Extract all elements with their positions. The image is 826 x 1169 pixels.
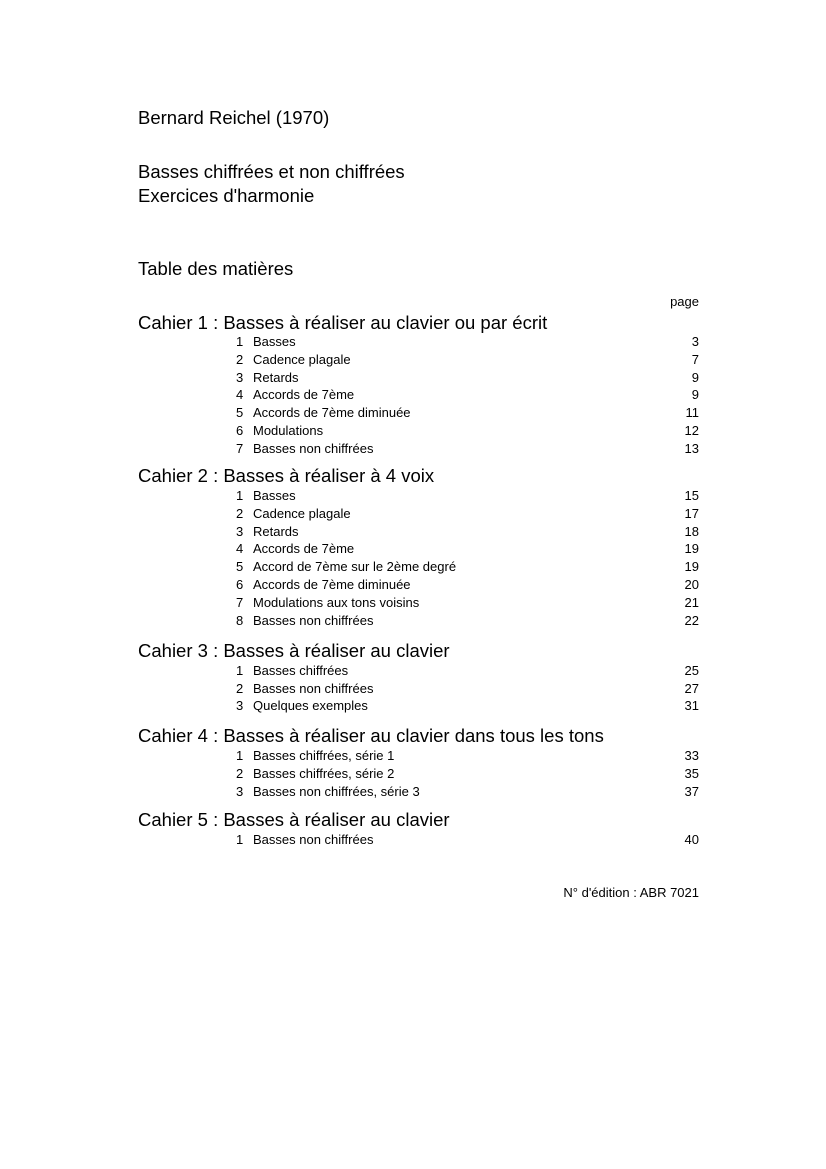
entry-number: 6 bbox=[236, 423, 244, 438]
toc-heading: Table des matières bbox=[138, 258, 294, 279]
entry-page-number: 21 bbox=[684, 594, 699, 610]
entry-page-number: 12 bbox=[684, 423, 699, 438]
edition-number: N° d'édition : ABR 7021 bbox=[563, 885, 699, 900]
entry-page-number: 17 bbox=[684, 505, 699, 521]
cahier-heading: Cahier 1 : Basses à réaliser au clavier ou par écrit bbox=[138, 312, 548, 333]
entry-page-number: 31 bbox=[684, 698, 699, 713]
toc-entry bbox=[0, 832, 826, 850]
toc-entry bbox=[0, 524, 826, 542]
toc-entry bbox=[0, 698, 826, 716]
entry-page-number: 40 bbox=[684, 832, 699, 847]
toc-entry bbox=[0, 488, 826, 506]
toc-entry bbox=[0, 541, 826, 559]
entry-page-number: 27 bbox=[684, 680, 699, 696]
toc-entry bbox=[0, 766, 826, 784]
entry-page-number: 20 bbox=[684, 577, 699, 592]
entry-number: 3 bbox=[236, 783, 244, 799]
toc-entry bbox=[0, 748, 826, 766]
page-column-header: page bbox=[670, 294, 699, 309]
entry-number: 6 bbox=[236, 577, 244, 592]
entry-number: 1 bbox=[236, 488, 244, 503]
author-line: Bernard Reichel (1970) bbox=[138, 107, 330, 128]
entry-number: 7 bbox=[236, 440, 244, 456]
toc-entry bbox=[0, 506, 826, 524]
entry-title: Modulations bbox=[253, 423, 324, 438]
entry-number: 2 bbox=[236, 351, 244, 367]
entry-number: 2 bbox=[236, 505, 244, 521]
entry-number: 1 bbox=[236, 832, 244, 847]
entry-page-number: 7 bbox=[691, 351, 699, 367]
entry-page-number: 22 bbox=[684, 612, 699, 628]
entry-title: Basses non chiffrées bbox=[253, 440, 374, 456]
toc-entry bbox=[0, 441, 826, 459]
entry-title: Cadence plagale bbox=[253, 351, 351, 367]
cahier-heading: Cahier 3 : Basses à réaliser au clavier bbox=[138, 640, 450, 661]
entry-number: 4 bbox=[236, 387, 244, 403]
entry-title: Quelques exemples bbox=[253, 698, 368, 713]
entry-title: Basses non chiffrées bbox=[253, 832, 374, 847]
entry-title: Accords de 7ème diminuée bbox=[253, 405, 411, 421]
toc-entry bbox=[0, 387, 826, 405]
toc-entry bbox=[0, 370, 826, 388]
entry-number: 1 bbox=[236, 663, 244, 678]
toc-entry bbox=[0, 423, 826, 441]
entry-page-number: 3 bbox=[691, 334, 699, 349]
cahier-heading: Cahier 5 : Basses à réaliser au clavier bbox=[138, 809, 450, 830]
entry-number: 8 bbox=[236, 612, 244, 628]
document-title: Basses chiffrées et non chiffrées bbox=[138, 161, 405, 182]
document-subtitle: Exercices d'harmonie bbox=[138, 185, 315, 206]
entry-number: 4 bbox=[236, 541, 244, 557]
toc-entry bbox=[0, 577, 826, 595]
toc-entry bbox=[0, 784, 826, 802]
entry-page-number: 25 bbox=[684, 663, 699, 678]
entry-number: 3 bbox=[236, 369, 244, 385]
entry-number: 5 bbox=[236, 405, 244, 421]
entry-number: 1 bbox=[236, 748, 244, 763]
entry-title: Accords de 7ème diminuée bbox=[253, 577, 411, 592]
toc-entry bbox=[0, 613, 826, 631]
toc-entry bbox=[0, 595, 826, 613]
entry-title: Basses chiffrées, série 1 bbox=[253, 748, 395, 763]
toc-entry bbox=[0, 681, 826, 699]
entry-page-number: 15 bbox=[684, 488, 699, 503]
entry-title: Basses chiffrées, série 2 bbox=[253, 765, 395, 781]
entry-title: Basses chiffrées bbox=[253, 663, 349, 678]
entry-title: Basses non chiffrées bbox=[253, 612, 374, 628]
entry-page-number: 19 bbox=[684, 559, 699, 575]
entry-title: Accords de 7ème bbox=[253, 387, 355, 403]
entry-title: Basses non chiffrées, série 3 bbox=[253, 783, 420, 799]
entry-title: Basses bbox=[253, 488, 296, 503]
entry-title: Accords de 7ème bbox=[253, 541, 355, 557]
entry-page-number: 33 bbox=[684, 748, 699, 763]
entry-page-number: 37 bbox=[684, 783, 699, 799]
cahier-heading: Cahier 2 : Basses à réaliser à 4 voix bbox=[138, 465, 435, 486]
entry-title: Cadence plagale bbox=[253, 505, 351, 521]
entry-page-number: 11 bbox=[685, 405, 699, 421]
entry-number: 3 bbox=[236, 523, 244, 539]
entry-page-number: 35 bbox=[684, 765, 699, 781]
entry-title: Retards bbox=[253, 523, 299, 539]
entry-number: 1 bbox=[236, 334, 244, 349]
entry-number: 2 bbox=[236, 680, 244, 696]
entry-page-number: 9 bbox=[691, 369, 699, 385]
entry-number: 5 bbox=[236, 559, 244, 575]
entry-title: Basses non chiffrées bbox=[253, 680, 374, 696]
entry-page-number: 18 bbox=[684, 523, 699, 539]
cahier-heading: Cahier 4 : Basses à réaliser au clavier dans tous les tons bbox=[138, 725, 604, 746]
toc-entry bbox=[0, 334, 826, 352]
entry-number: 7 bbox=[236, 594, 244, 610]
toc-entry bbox=[0, 405, 826, 423]
entry-number: 3 bbox=[236, 698, 244, 713]
entry-page-number: 19 bbox=[684, 541, 699, 557]
entry-page-number: 13 bbox=[684, 440, 699, 456]
toc-entry bbox=[0, 559, 826, 577]
toc-entry bbox=[0, 352, 826, 370]
entry-title: Modulations aux tons voisins bbox=[253, 594, 420, 610]
entry-title: Basses bbox=[253, 334, 296, 349]
entry-number: 2 bbox=[236, 765, 244, 781]
entry-page-number: 9 bbox=[691, 387, 699, 403]
entry-title: Retards bbox=[253, 369, 299, 385]
toc-entry bbox=[0, 663, 826, 681]
entry-title: Accord de 7ème sur le 2ème degré bbox=[253, 559, 457, 575]
